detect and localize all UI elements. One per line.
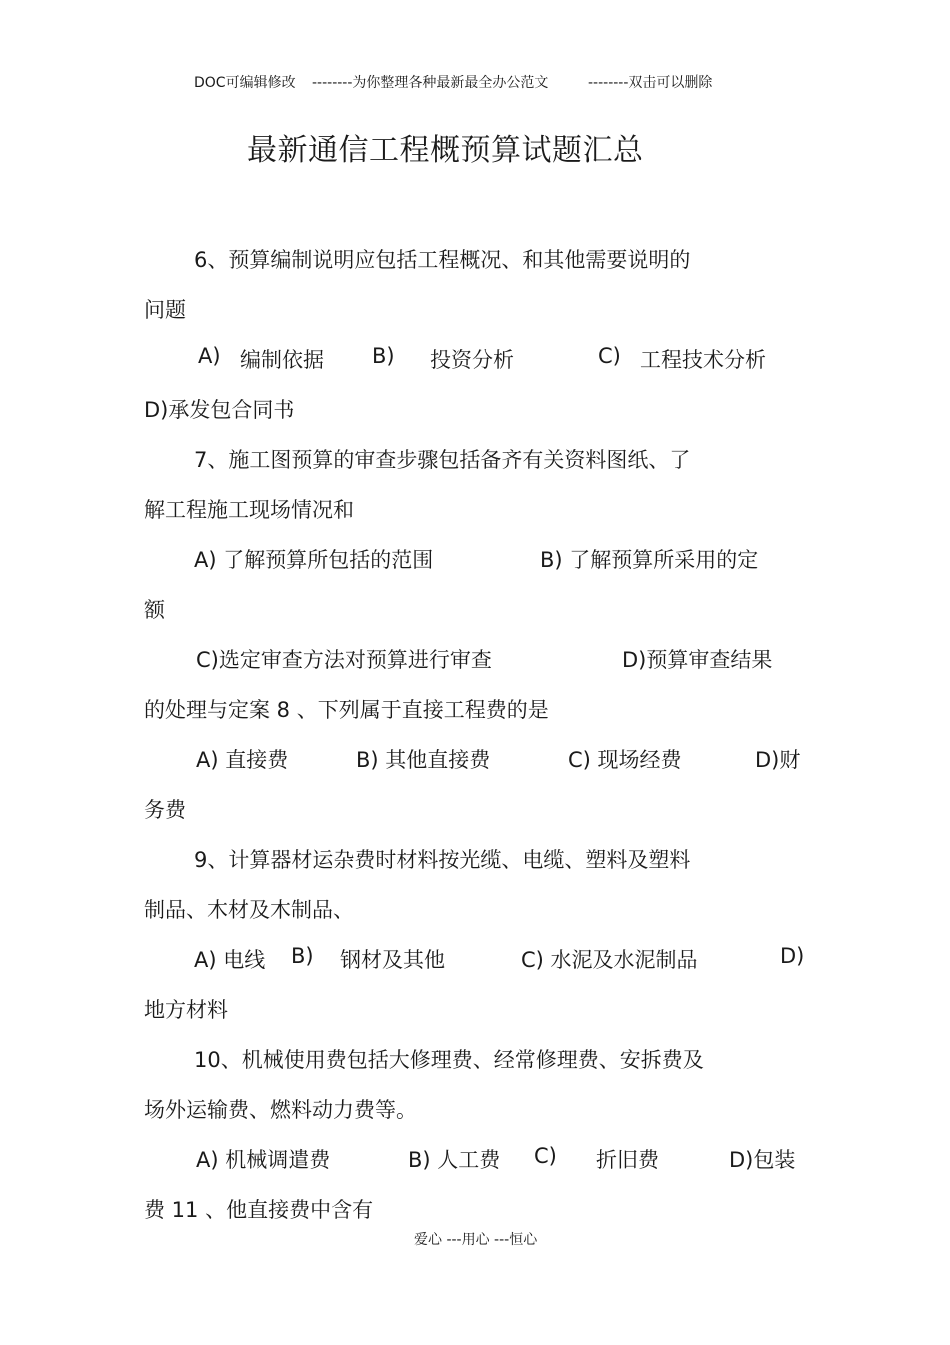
q9-line2: 制品、木材及木制品、: [144, 898, 354, 922]
q8-option-a: A) 直接费: [196, 748, 289, 772]
q6-option-b-text: 投资分析: [430, 348, 514, 372]
q7-option-b-cont: 额: [144, 598, 165, 622]
header-middle: --------为你整理各种最新最全办公范文: [312, 75, 549, 91]
q9-option-c: C) 水泥及水泥制品: [521, 948, 698, 972]
q7-line1: 7、施工图预算的审查步骤包括备齐有关资料图纸、了: [194, 448, 691, 472]
q6-option-c-label: C): [598, 344, 621, 368]
q9-option-d: D): [780, 944, 805, 968]
q7-option-c: C)选定审查方法对预算进行审查: [196, 648, 492, 672]
q9-option-b-text: 钢材及其他: [340, 948, 445, 972]
q6-option-d: D)承发包合同书: [144, 398, 295, 422]
q6-option-a-text: 编制依据: [240, 348, 324, 372]
q6-option-b-label: B): [372, 344, 395, 368]
q8-option-d-cont: 务费: [144, 798, 186, 822]
q8-option-c: C) 现场经费: [568, 748, 682, 772]
q10-option-d-cont: 费 11 、他直接费中含有: [144, 1198, 374, 1222]
q10-option-c-label: C): [534, 1144, 557, 1168]
q6-option-a-label: A): [198, 344, 221, 368]
q10-option-d: D)包装: [729, 1148, 796, 1172]
q10-line1: 10、机械使用费包括大修理费、经常修理费、安拆费及: [194, 1048, 704, 1072]
q9-option-b-label: B): [291, 944, 314, 968]
q8-option-d: D)财: [755, 748, 801, 772]
header-left: DOC可编辑修改: [194, 75, 296, 91]
q6-option-c-text: 工程技术分析: [640, 348, 766, 372]
q9-option-a: A) 电线: [194, 948, 266, 972]
q10-option-b: B) 人工费: [408, 1148, 501, 1172]
page-title: 最新通信工程概预算试题汇总: [247, 133, 644, 168]
q7-option-a: A) 了解预算所包括的范围: [194, 548, 434, 572]
q7-option-b: B) 了解预算所采用的定: [540, 548, 759, 572]
q7-option-d: D)预算审查结果: [622, 648, 773, 672]
q9-line1: 9、计算器材运杂费时材料按光缆、电缆、塑料及塑料: [194, 848, 691, 872]
q10-line2: 场外运输费、燃料动力费等。: [144, 1098, 417, 1122]
q6-line2: 问题: [144, 298, 186, 322]
page-footer: 爱心 ---用心 ---恒心: [414, 1232, 538, 1248]
q9-option-d-cont: 地方材料: [144, 998, 228, 1022]
q6-line1: 6、预算编制说明应包括工程概况、和其他需要说明的: [194, 248, 691, 272]
q7-option-d-cont: 的处理与定案 8 、下列属于直接工程费的是: [144, 698, 549, 722]
q7-line2: 解工程施工现场情况和: [144, 498, 354, 522]
header-right: --------双击可以删除: [588, 75, 713, 91]
q10-option-a: A) 机械调遣费: [196, 1148, 331, 1172]
q8-option-b: B) 其他直接费: [356, 748, 491, 772]
q10-option-c-text: 折旧费: [596, 1148, 659, 1172]
